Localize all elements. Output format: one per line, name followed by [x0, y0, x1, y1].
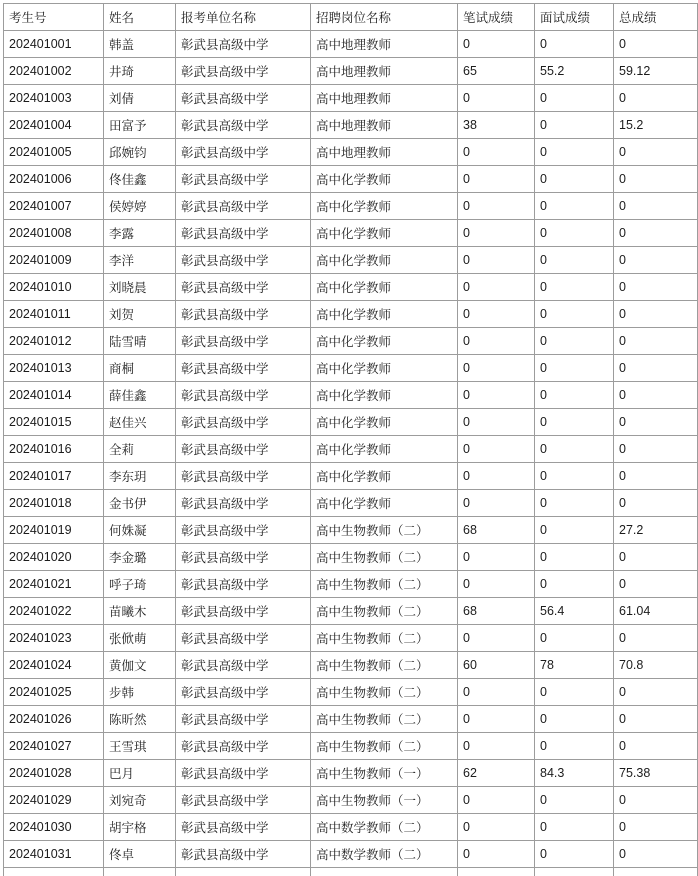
- cell-total-score: 0: [614, 733, 698, 760]
- empty-cell: [458, 868, 535, 876]
- table-row: [4, 112, 698, 139]
- cell-candidate-no: 202401012: [4, 328, 104, 355]
- cell-name: 金书伊: [104, 490, 176, 517]
- cell-interview-score: 0: [535, 787, 614, 814]
- table-row: [4, 841, 698, 868]
- cell-written-score: 0: [458, 409, 535, 436]
- table-row: [4, 760, 698, 787]
- cell-interview-score: 0: [535, 274, 614, 301]
- cell-name: 刘倩: [104, 85, 176, 112]
- cell-total-score: 70.8: [614, 652, 698, 679]
- cell-unit: 彰武县高级中学: [176, 31, 311, 58]
- cell-written-score: 0: [458, 382, 535, 409]
- cell-candidate-no: 202401002: [4, 58, 104, 85]
- table-header: [4, 4, 698, 31]
- cell-position: 高中化学教师: [311, 328, 458, 355]
- header-position: 招聘岗位名称: [311, 4, 458, 31]
- cell-interview-score: 0: [535, 139, 614, 166]
- cell-candidate-no: 202401019: [4, 517, 104, 544]
- table-body: [4, 31, 698, 876]
- cell-candidate-no: 202401015: [4, 409, 104, 436]
- cell-unit: 彰武县高级中学: [176, 706, 311, 733]
- cell-name: 王雪琪: [104, 733, 176, 760]
- cell-written-score: 62: [458, 760, 535, 787]
- cell-unit: 彰武县高级中学: [176, 382, 311, 409]
- cell-position: 高中化学教师: [311, 274, 458, 301]
- table-row: [4, 58, 698, 85]
- cell-unit: 彰武县高级中学: [176, 571, 311, 598]
- header-candidate-no: 考生号: [4, 4, 104, 31]
- cell-total-score: 0: [614, 328, 698, 355]
- table-row: [4, 193, 698, 220]
- cell-candidate-no: 202401022: [4, 598, 104, 625]
- cell-interview-score: 0: [535, 409, 614, 436]
- cell-written-score: 0: [458, 679, 535, 706]
- cell-candidate-no: 202401020: [4, 544, 104, 571]
- cell-written-score: 0: [458, 247, 535, 274]
- cell-name: 薛佳鑫: [104, 382, 176, 409]
- cell-unit: 彰武县高级中学: [176, 814, 311, 841]
- table-row: [4, 85, 698, 112]
- header-total-score: 总成绩: [614, 4, 698, 31]
- cell-written-score: 0: [458, 841, 535, 868]
- cell-unit: 彰武县高级中学: [176, 625, 311, 652]
- table-row: [4, 544, 698, 571]
- cell-unit: 彰武县高级中学: [176, 733, 311, 760]
- cell-total-score: 0: [614, 490, 698, 517]
- cell-total-score: 0: [614, 787, 698, 814]
- cell-written-score: 0: [458, 544, 535, 571]
- table-row: [4, 625, 698, 652]
- cell-name: 呼子琦: [104, 571, 176, 598]
- cell-interview-score: 84.3: [535, 760, 614, 787]
- cell-position: 高中化学教师: [311, 355, 458, 382]
- cell-total-score: 0: [614, 166, 698, 193]
- cell-interview-score: 55.2: [535, 58, 614, 85]
- cell-name: 苗曦木: [104, 598, 176, 625]
- cell-candidate-no: 202401010: [4, 274, 104, 301]
- cell-position: 高中化学教师: [311, 247, 458, 274]
- cell-position: 高中生物教师（一）: [311, 760, 458, 787]
- cell-total-score: 0: [614, 841, 698, 868]
- cell-position: 高中生物教师（二）: [311, 598, 458, 625]
- table-row: [4, 490, 698, 517]
- cell-position: 高中数学教师（二）: [311, 814, 458, 841]
- cell-candidate-no: 202401006: [4, 166, 104, 193]
- exam-score-table: [3, 3, 698, 876]
- cell-written-score: 0: [458, 193, 535, 220]
- cell-position: 高中地理教师: [311, 58, 458, 85]
- cell-name: 田富予: [104, 112, 176, 139]
- cell-unit: 彰武县高级中学: [176, 139, 311, 166]
- cell-interview-score: 0: [535, 571, 614, 598]
- table-row: [4, 814, 698, 841]
- cell-name: 刘宛奇: [104, 787, 176, 814]
- cell-interview-score: 0: [535, 112, 614, 139]
- cell-position: 高中化学教师: [311, 436, 458, 463]
- table-row: [4, 382, 698, 409]
- cell-interview-score: 0: [535, 490, 614, 517]
- cell-name: 侯婷婷: [104, 193, 176, 220]
- cell-name: 何姝凝: [104, 517, 176, 544]
- cell-written-score: 0: [458, 274, 535, 301]
- empty-cell: [176, 868, 311, 876]
- cell-interview-score: 0: [535, 166, 614, 193]
- cell-candidate-no: 202401005: [4, 139, 104, 166]
- cell-total-score: 0: [614, 220, 698, 247]
- cell-unit: 彰武县高级中学: [176, 274, 311, 301]
- cell-name: 黄伽文: [104, 652, 176, 679]
- cell-candidate-no: 202401009: [4, 247, 104, 274]
- cell-interview-score: 0: [535, 706, 614, 733]
- header-row: [4, 4, 698, 31]
- cell-interview-score: 0: [535, 355, 614, 382]
- cell-name: 赵佳兴: [104, 409, 176, 436]
- cell-unit: 彰武县高级中学: [176, 490, 311, 517]
- table-row: [4, 598, 698, 625]
- cell-candidate-no: 202401026: [4, 706, 104, 733]
- cell-total-score: 0: [614, 544, 698, 571]
- cell-total-score: 0: [614, 679, 698, 706]
- table-row: [4, 31, 698, 58]
- cell-unit: 彰武县高级中学: [176, 355, 311, 382]
- cell-name: 刘贺: [104, 301, 176, 328]
- cell-position: 高中化学教师: [311, 301, 458, 328]
- cell-written-score: 60: [458, 652, 535, 679]
- cell-position: 高中生物教师（二）: [311, 544, 458, 571]
- cell-interview-score: 0: [535, 220, 614, 247]
- cell-written-score: 0: [458, 166, 535, 193]
- cell-name: 李金璐: [104, 544, 176, 571]
- cell-position: 高中地理教师: [311, 85, 458, 112]
- cell-candidate-no: 202401011: [4, 301, 104, 328]
- cell-written-score: 0: [458, 301, 535, 328]
- cell-written-score: 0: [458, 85, 535, 112]
- cell-interview-score: 0: [535, 382, 614, 409]
- header-interview-score: 面试成绩: [535, 4, 614, 31]
- cell-interview-score: 0: [535, 463, 614, 490]
- cell-unit: 彰武县高级中学: [176, 409, 311, 436]
- cell-name: 商桐: [104, 355, 176, 382]
- cell-position: 高中生物教师（二）: [311, 733, 458, 760]
- cell-written-score: 0: [458, 733, 535, 760]
- cell-unit: 彰武县高级中学: [176, 328, 311, 355]
- cell-interview-score: 0: [535, 328, 614, 355]
- cell-name: 陆雪晴: [104, 328, 176, 355]
- cell-unit: 彰武县高级中学: [176, 544, 311, 571]
- cell-position: 高中生物教师（一）: [311, 787, 458, 814]
- cell-total-score: 0: [614, 382, 698, 409]
- cell-written-score: 68: [458, 517, 535, 544]
- cell-written-score: 0: [458, 436, 535, 463]
- cell-interview-score: 0: [535, 544, 614, 571]
- cell-interview-score: 0: [535, 85, 614, 112]
- cell-candidate-no: 202401024: [4, 652, 104, 679]
- table-row: [4, 274, 698, 301]
- cell-unit: 彰武县高级中学: [176, 193, 311, 220]
- table-row: [4, 517, 698, 544]
- cell-name: 邱婉钧: [104, 139, 176, 166]
- cell-total-score: 0: [614, 814, 698, 841]
- cell-total-score: 59.12: [614, 58, 698, 85]
- cell-candidate-no: 202401014: [4, 382, 104, 409]
- table-row: [4, 139, 698, 166]
- cell-interview-score: 0: [535, 733, 614, 760]
- cell-total-score: 0: [614, 625, 698, 652]
- cell-candidate-no: 202401003: [4, 85, 104, 112]
- cell-written-score: 0: [458, 328, 535, 355]
- cell-unit: 彰武县高级中学: [176, 436, 311, 463]
- cell-interview-score: 78: [535, 652, 614, 679]
- cell-interview-score: 0: [535, 517, 614, 544]
- cell-name: 韩盖: [104, 31, 176, 58]
- table-row: [4, 679, 698, 706]
- cell-candidate-no: 202401001: [4, 31, 104, 58]
- cell-candidate-no: 202401023: [4, 625, 104, 652]
- cell-interview-score: 0: [535, 625, 614, 652]
- cell-total-score: 15.2: [614, 112, 698, 139]
- cell-name: 步韩: [104, 679, 176, 706]
- cell-total-score: 0: [614, 301, 698, 328]
- cell-position: 高中生物教师（二）: [311, 571, 458, 598]
- cell-unit: 彰武县高级中学: [176, 463, 311, 490]
- table-row: [4, 301, 698, 328]
- table-row: [4, 328, 698, 355]
- table-row: [4, 706, 698, 733]
- cell-total-score: 0: [614, 436, 698, 463]
- cell-unit: 彰武县高级中学: [176, 220, 311, 247]
- cell-unit: 彰武县高级中学: [176, 166, 311, 193]
- cell-written-score: 0: [458, 139, 535, 166]
- table-row: [4, 166, 698, 193]
- cell-written-score: 0: [458, 787, 535, 814]
- cell-interview-score: 0: [535, 31, 614, 58]
- cell-total-score: 0: [614, 193, 698, 220]
- cell-candidate-no: 202401028: [4, 760, 104, 787]
- cell-unit: 彰武县高级中学: [176, 652, 311, 679]
- cell-position: 高中生物教师（二）: [311, 652, 458, 679]
- cell-candidate-no: 202401031: [4, 841, 104, 868]
- cell-candidate-no: 202401004: [4, 112, 104, 139]
- table-row: [4, 571, 698, 598]
- cell-name: 胡宇格: [104, 814, 176, 841]
- cell-written-score: 65: [458, 58, 535, 85]
- cell-written-score: 0: [458, 625, 535, 652]
- cell-interview-score: 56.4: [535, 598, 614, 625]
- cell-position: 高中化学教师: [311, 382, 458, 409]
- cell-total-score: 0: [614, 706, 698, 733]
- cell-candidate-no: 202401008: [4, 220, 104, 247]
- cell-position: 高中化学教师: [311, 220, 458, 247]
- score-sheet: [3, 3, 698, 876]
- cell-unit: 彰武县高级中学: [176, 760, 311, 787]
- cell-total-score: 0: [614, 85, 698, 112]
- cell-written-score: 68: [458, 598, 535, 625]
- empty-cell: [535, 868, 614, 876]
- cell-position: 高中化学教师: [311, 490, 458, 517]
- cell-interview-score: 0: [535, 193, 614, 220]
- cell-position: 高中地理教师: [311, 112, 458, 139]
- cell-name: 全莉: [104, 436, 176, 463]
- cell-candidate-no: 202401030: [4, 814, 104, 841]
- cell-total-score: 0: [614, 31, 698, 58]
- table-row: [4, 733, 698, 760]
- cell-total-score: 0: [614, 355, 698, 382]
- cell-unit: 彰武县高级中学: [176, 247, 311, 274]
- table-row: [4, 652, 698, 679]
- cell-unit: 彰武县高级中学: [176, 58, 311, 85]
- cell-unit: 彰武县高级中学: [176, 679, 311, 706]
- cell-name: 井琦: [104, 58, 176, 85]
- table-row: [4, 220, 698, 247]
- cell-written-score: 0: [458, 706, 535, 733]
- cell-candidate-no: 202401025: [4, 679, 104, 706]
- cell-position: 高中生物教师（二）: [311, 679, 458, 706]
- cell-written-score: 0: [458, 814, 535, 841]
- cell-interview-score: 0: [535, 841, 614, 868]
- cell-total-score: 0: [614, 463, 698, 490]
- cell-name: 李露: [104, 220, 176, 247]
- table-row: [4, 463, 698, 490]
- table-row: [4, 436, 698, 463]
- cell-unit: 彰武县高级中学: [176, 112, 311, 139]
- cell-written-score: 0: [458, 490, 535, 517]
- cell-position: 高中化学教师: [311, 166, 458, 193]
- table-row: [4, 409, 698, 436]
- cell-unit: 彰武县高级中学: [176, 301, 311, 328]
- cell-interview-score: 0: [535, 436, 614, 463]
- cell-candidate-no: 202401018: [4, 490, 104, 517]
- cell-unit: 彰武县高级中学: [176, 85, 311, 112]
- cell-name: 巴月: [104, 760, 176, 787]
- table-row: [4, 787, 698, 814]
- cell-unit: 彰武县高级中学: [176, 598, 311, 625]
- cell-name: 佟佳鑫: [104, 166, 176, 193]
- cell-candidate-no: 202401027: [4, 733, 104, 760]
- cell-position: 高中数学教师（二）: [311, 841, 458, 868]
- empty-cell: [311, 868, 458, 876]
- cell-candidate-no: 202401021: [4, 571, 104, 598]
- cell-written-score: 0: [458, 571, 535, 598]
- cell-position: 高中地理教师: [311, 31, 458, 58]
- partial-next-row: [4, 868, 698, 876]
- cell-position: 高中化学教师: [311, 463, 458, 490]
- cell-candidate-no: 202401017: [4, 463, 104, 490]
- cell-written-score: 0: [458, 31, 535, 58]
- cell-written-score: 0: [458, 463, 535, 490]
- cell-written-score: 38: [458, 112, 535, 139]
- table-row: [4, 355, 698, 382]
- cell-interview-score: 0: [535, 301, 614, 328]
- empty-cell: [4, 868, 104, 876]
- cell-total-score: 0: [614, 274, 698, 301]
- cell-position: 高中生物教师（二）: [311, 625, 458, 652]
- table-row: [4, 247, 698, 274]
- cell-unit: 彰武县高级中学: [176, 841, 311, 868]
- cell-interview-score: 0: [535, 247, 614, 274]
- cell-position: 高中化学教师: [311, 193, 458, 220]
- cell-total-score: 0: [614, 247, 698, 274]
- cell-candidate-no: 202401016: [4, 436, 104, 463]
- cell-name: 李东玥: [104, 463, 176, 490]
- cell-name: 刘晓晨: [104, 274, 176, 301]
- cell-position: 高中生物教师（二）: [311, 517, 458, 544]
- cell-name: 陈昕然: [104, 706, 176, 733]
- cell-total-score: 75.38: [614, 760, 698, 787]
- cell-total-score: 61.04: [614, 598, 698, 625]
- cell-interview-score: 0: [535, 679, 614, 706]
- header-written-score: 笔试成绩: [458, 4, 535, 31]
- cell-candidate-no: 202401013: [4, 355, 104, 382]
- empty-cell: [104, 868, 176, 876]
- cell-name: 李洋: [104, 247, 176, 274]
- cell-candidate-no: 202401007: [4, 193, 104, 220]
- cell-unit: 彰武县高级中学: [176, 517, 311, 544]
- cell-total-score: 0: [614, 571, 698, 598]
- cell-interview-score: 0: [535, 814, 614, 841]
- cell-position: 高中化学教师: [311, 409, 458, 436]
- cell-written-score: 0: [458, 220, 535, 247]
- cell-position: 高中地理教师: [311, 139, 458, 166]
- empty-cell: [614, 868, 698, 876]
- header-name: 姓名: [104, 4, 176, 31]
- header-unit: 报考单位名称: [176, 4, 311, 31]
- cell-total-score: 27.2: [614, 517, 698, 544]
- cell-name: 张俽萌: [104, 625, 176, 652]
- cell-total-score: 0: [614, 139, 698, 166]
- cell-position: 高中生物教师（二）: [311, 706, 458, 733]
- cell-candidate-no: 202401029: [4, 787, 104, 814]
- cell-written-score: 0: [458, 355, 535, 382]
- cell-name: 佟卓: [104, 841, 176, 868]
- cell-unit: 彰武县高级中学: [176, 787, 311, 814]
- cell-total-score: 0: [614, 409, 698, 436]
